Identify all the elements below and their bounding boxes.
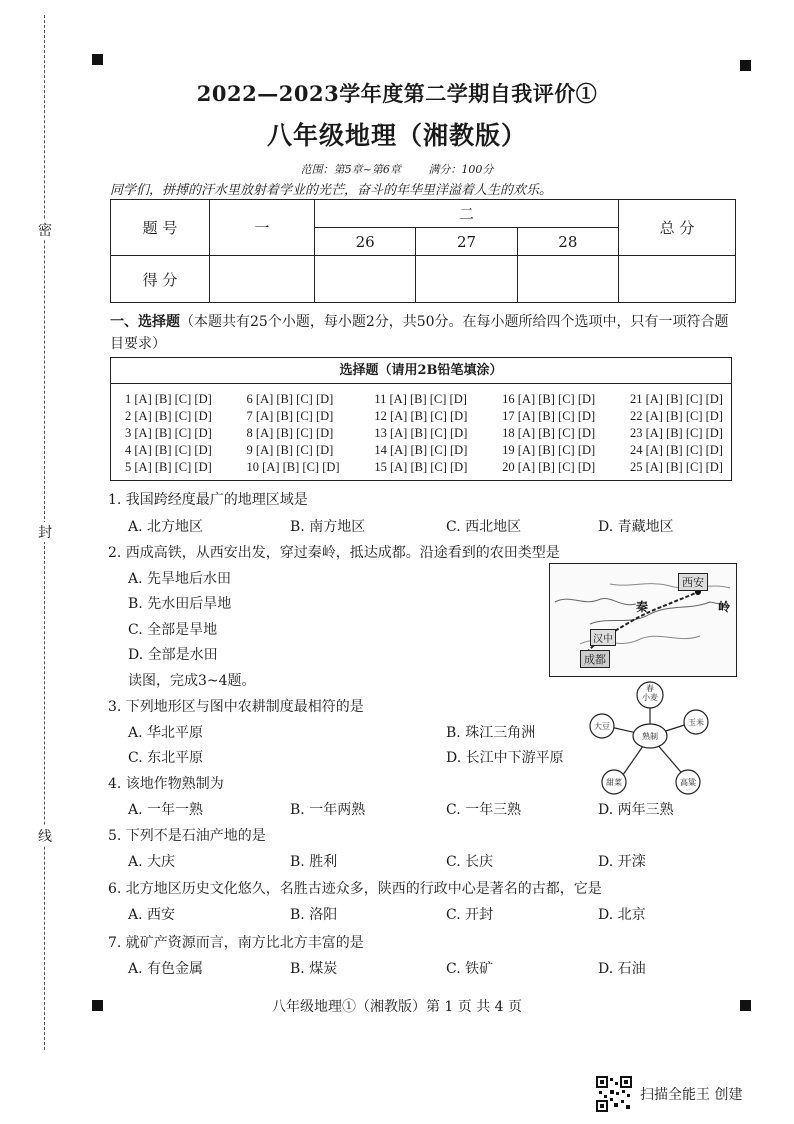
answer-row[interactable]: 2 [A] [B] [C] [D] [125, 409, 212, 423]
answer-row[interactable]: 6 [A] [B] [C] [D] [246, 392, 334, 406]
answer-row[interactable]: 13 [A] [B] [C] [D] [374, 426, 468, 440]
answer-column [502, 391, 595, 476]
q5-option-c: C. 长庆 [446, 854, 494, 870]
q2-option-c: C. 全部是旱地 [128, 622, 218, 638]
score-table-total: 总 分 [619, 200, 736, 256]
answer-row[interactable]: 14 [A] [B] [C] [D] [374, 443, 468, 457]
answer-row[interactable]: 16 [A] [B] [C] [D] [502, 392, 596, 406]
score-cell[interactable] [619, 256, 736, 303]
exam-title: 2022—2023学年度第二学期自我评价① [196, 81, 598, 106]
answer-row[interactable]: 20 [A] [B] [C] [D] [502, 460, 596, 474]
q1-option-b: B. 南方地区 [290, 519, 366, 535]
scope-range: 范围：第5章~第6章 [300, 163, 401, 176]
motto: 同学们，拼搏的汗水里放射着学业的光芒，奋斗的年华里洋溢着人生的欢乐。 [110, 183, 553, 198]
q1-option-c: C. 西北地区 [446, 519, 522, 535]
q2-option-b: B. 先水田后旱地 [128, 596, 232, 612]
cycle-node-center: 熟制 [642, 732, 658, 741]
registration-mark [740, 60, 751, 71]
binding-char-line: 线 [36, 826, 54, 846]
answer-grid [125, 391, 723, 476]
q6-option-a: A. 西安 [128, 907, 176, 923]
answer-row[interactable]: 4 [A] [B] [C] [D] [125, 443, 212, 457]
answer-sheet-header: 选择题（请用2B铅笔填涂） [111, 358, 731, 384]
binding-char-seal: 密 [36, 220, 54, 240]
q3-option-c: C. 东北平原 [128, 750, 204, 766]
answer-row[interactable]: 18 [A] [B] [C] [D] [502, 426, 596, 440]
answer-row[interactable]: 9 [A] [B] [C] [D] [246, 443, 334, 457]
score-table-part2: 二 [315, 200, 619, 228]
score-cell[interactable] [210, 256, 315, 303]
q4-option-d: D. 两年三熟 [598, 802, 674, 818]
answer-row[interactable]: 23 [A] [B] [C] [D] [629, 426, 723, 440]
q5-option-a: A. 大庆 [128, 854, 176, 870]
map-label-qin: 秦 [636, 600, 649, 614]
answer-row[interactable]: 8 [A] [B] [C] [D] [246, 426, 334, 440]
q7-option-a: A. 有色金属 [128, 961, 204, 977]
q1-option-d: D. 青藏地区 [598, 519, 674, 535]
map-label-chengdu: 成都 [580, 650, 610, 668]
answer-sheet-box [110, 357, 732, 481]
answer-row[interactable]: 21 [A] [B] [C] [D] [629, 392, 723, 406]
answer-row[interactable]: 11 [A] [B] [C] [D] [374, 392, 467, 406]
map-label-hanzhong: 汉中 [590, 629, 616, 646]
score-cell[interactable] [517, 256, 618, 303]
read-figure-instruction: 读图，完成3~4题。 [128, 673, 256, 689]
q5-option-b: B. 胜利 [290, 854, 338, 870]
answer-row[interactable]: 22 [A] [B] [C] [D] [629, 409, 723, 423]
cycle-node-top: 春 小麦 [642, 684, 658, 702]
answer-row[interactable]: 19 [A] [B] [C] [D] [502, 443, 596, 457]
answer-row[interactable]: 3 [A] [B] [C] [D] [125, 426, 212, 440]
question-7-stem: 7. 就矿产资源而言，南方比北方丰富的是 [108, 935, 364, 951]
cycle-node-right: 玉米 [688, 718, 704, 727]
qr-code-icon [596, 1076, 632, 1112]
question-2-stem: 2. 西成高铁，从西安出发，穿过秦岭，抵达成都。沿途看到的农田类型是 [108, 545, 560, 561]
q1-option-a: A. 北方地区 [128, 519, 204, 535]
answer-row[interactable]: 24 [A] [B] [C] [D] [629, 443, 723, 457]
answer-row[interactable]: 17 [A] [B] [C] [D] [502, 409, 596, 423]
answer-row[interactable]: 10 [A] [B] [C] [D] [246, 460, 340, 474]
score-cell[interactable] [416, 256, 517, 303]
q2-option-d: D. 全部是水田 [128, 647, 218, 663]
score-table-part1: 一 [210, 200, 315, 256]
answer-column [247, 391, 340, 476]
answer-row[interactable]: 1 [A] [B] [C] [D] [125, 392, 212, 406]
question-1-stem: 1. 我国跨经度最广的地理区域是 [108, 492, 308, 508]
score-cell[interactable] [315, 256, 416, 303]
scope-full-score: 满分：100分 [428, 163, 494, 176]
answer-column [374, 391, 467, 476]
scanner-label: 扫描全能王 创建 [640, 1087, 743, 1103]
scanner-watermark [596, 1076, 742, 1112]
question-5-stem: 5. 下列不是石油产地的是 [108, 828, 266, 844]
q6-option-d: D. 北京 [598, 907, 646, 923]
q2-option-a: A. 先旱地后水田 [128, 571, 232, 587]
exam-subtitle: 八年级地理（湘教版） [266, 121, 527, 150]
section-heading [110, 311, 740, 355]
binding-char-envelope: 封 [36, 522, 54, 542]
score-table-q28: 28 [517, 228, 618, 256]
question-3-stem: 3. 下列地形区与图中农耕制度最相符的是 [108, 699, 364, 715]
map-label-xian: 西安 [678, 573, 708, 591]
q4-option-c: C. 一年三熟 [446, 802, 522, 818]
answer-row[interactable]: 5 [A] [B] [C] [D] [125, 460, 212, 474]
exam-scope [0, 161, 794, 177]
question-4-stem: 4. 该地作物熟制为 [108, 776, 224, 792]
answer-row[interactable]: 15 [A] [B] [C] [D] [374, 460, 468, 474]
score-table-q26: 26 [315, 228, 416, 256]
map-label-ling: 岭 [718, 600, 731, 614]
q6-option-b: B. 洛阳 [290, 907, 338, 923]
registration-mark [92, 54, 103, 65]
section-label: 一、选择题 [110, 314, 180, 330]
question-6-stem: 6. 北方地区历史文化悠久，名胜古迹众多，陕西的行政中心是著名的古都，它是 [108, 881, 602, 897]
cycle-node-lower-right: 高粱 [680, 778, 696, 787]
q7-option-c: C. 铁矿 [446, 961, 494, 977]
q3-option-d: D. 长江中下游平原 [446, 750, 564, 766]
page-footer: 八年级地理①（湘教版）第 1 页 共 4 页 [271, 999, 523, 1015]
score-table-score-label: 得 分 [111, 256, 210, 303]
cycle-node-lower-left: 甜菜 [606, 778, 622, 787]
q5-option-d: D. 开滦 [598, 854, 646, 870]
crop-cycle-diagram [588, 678, 728, 802]
q7-option-d: D. 石油 [598, 961, 646, 977]
answer-column [630, 391, 723, 476]
answer-column [125, 391, 212, 476]
q4-option-a: A. 一年一熟 [128, 802, 204, 818]
score-table [110, 199, 736, 303]
score-table-q27: 27 [416, 228, 517, 256]
answer-row[interactable]: 25 [A] [B] [C] [D] [629, 460, 723, 474]
q6-option-c: C. 开封 [446, 907, 494, 923]
answer-row[interactable]: 12 [A] [B] [C] [D] [374, 409, 468, 423]
q3-option-a: A. 华北平原 [128, 725, 204, 741]
q4-option-b: B. 一年两熟 [290, 802, 366, 818]
answer-row[interactable]: 7 [A] [B] [C] [D] [246, 409, 334, 423]
rail-route-map [549, 563, 737, 677]
score-table-header-label: 题 号 [111, 200, 210, 256]
map-drawing [550, 564, 736, 676]
q3-option-b: B. 珠江三角洲 [446, 725, 536, 741]
q7-option-b: B. 煤炭 [290, 961, 338, 977]
section-description: （本题共有25个小题，每小题2分，共50分。在每小题所给四个选项中，只有一项符合题目要求） [110, 314, 729, 352]
cycle-node-left: 大豆 [594, 722, 610, 731]
